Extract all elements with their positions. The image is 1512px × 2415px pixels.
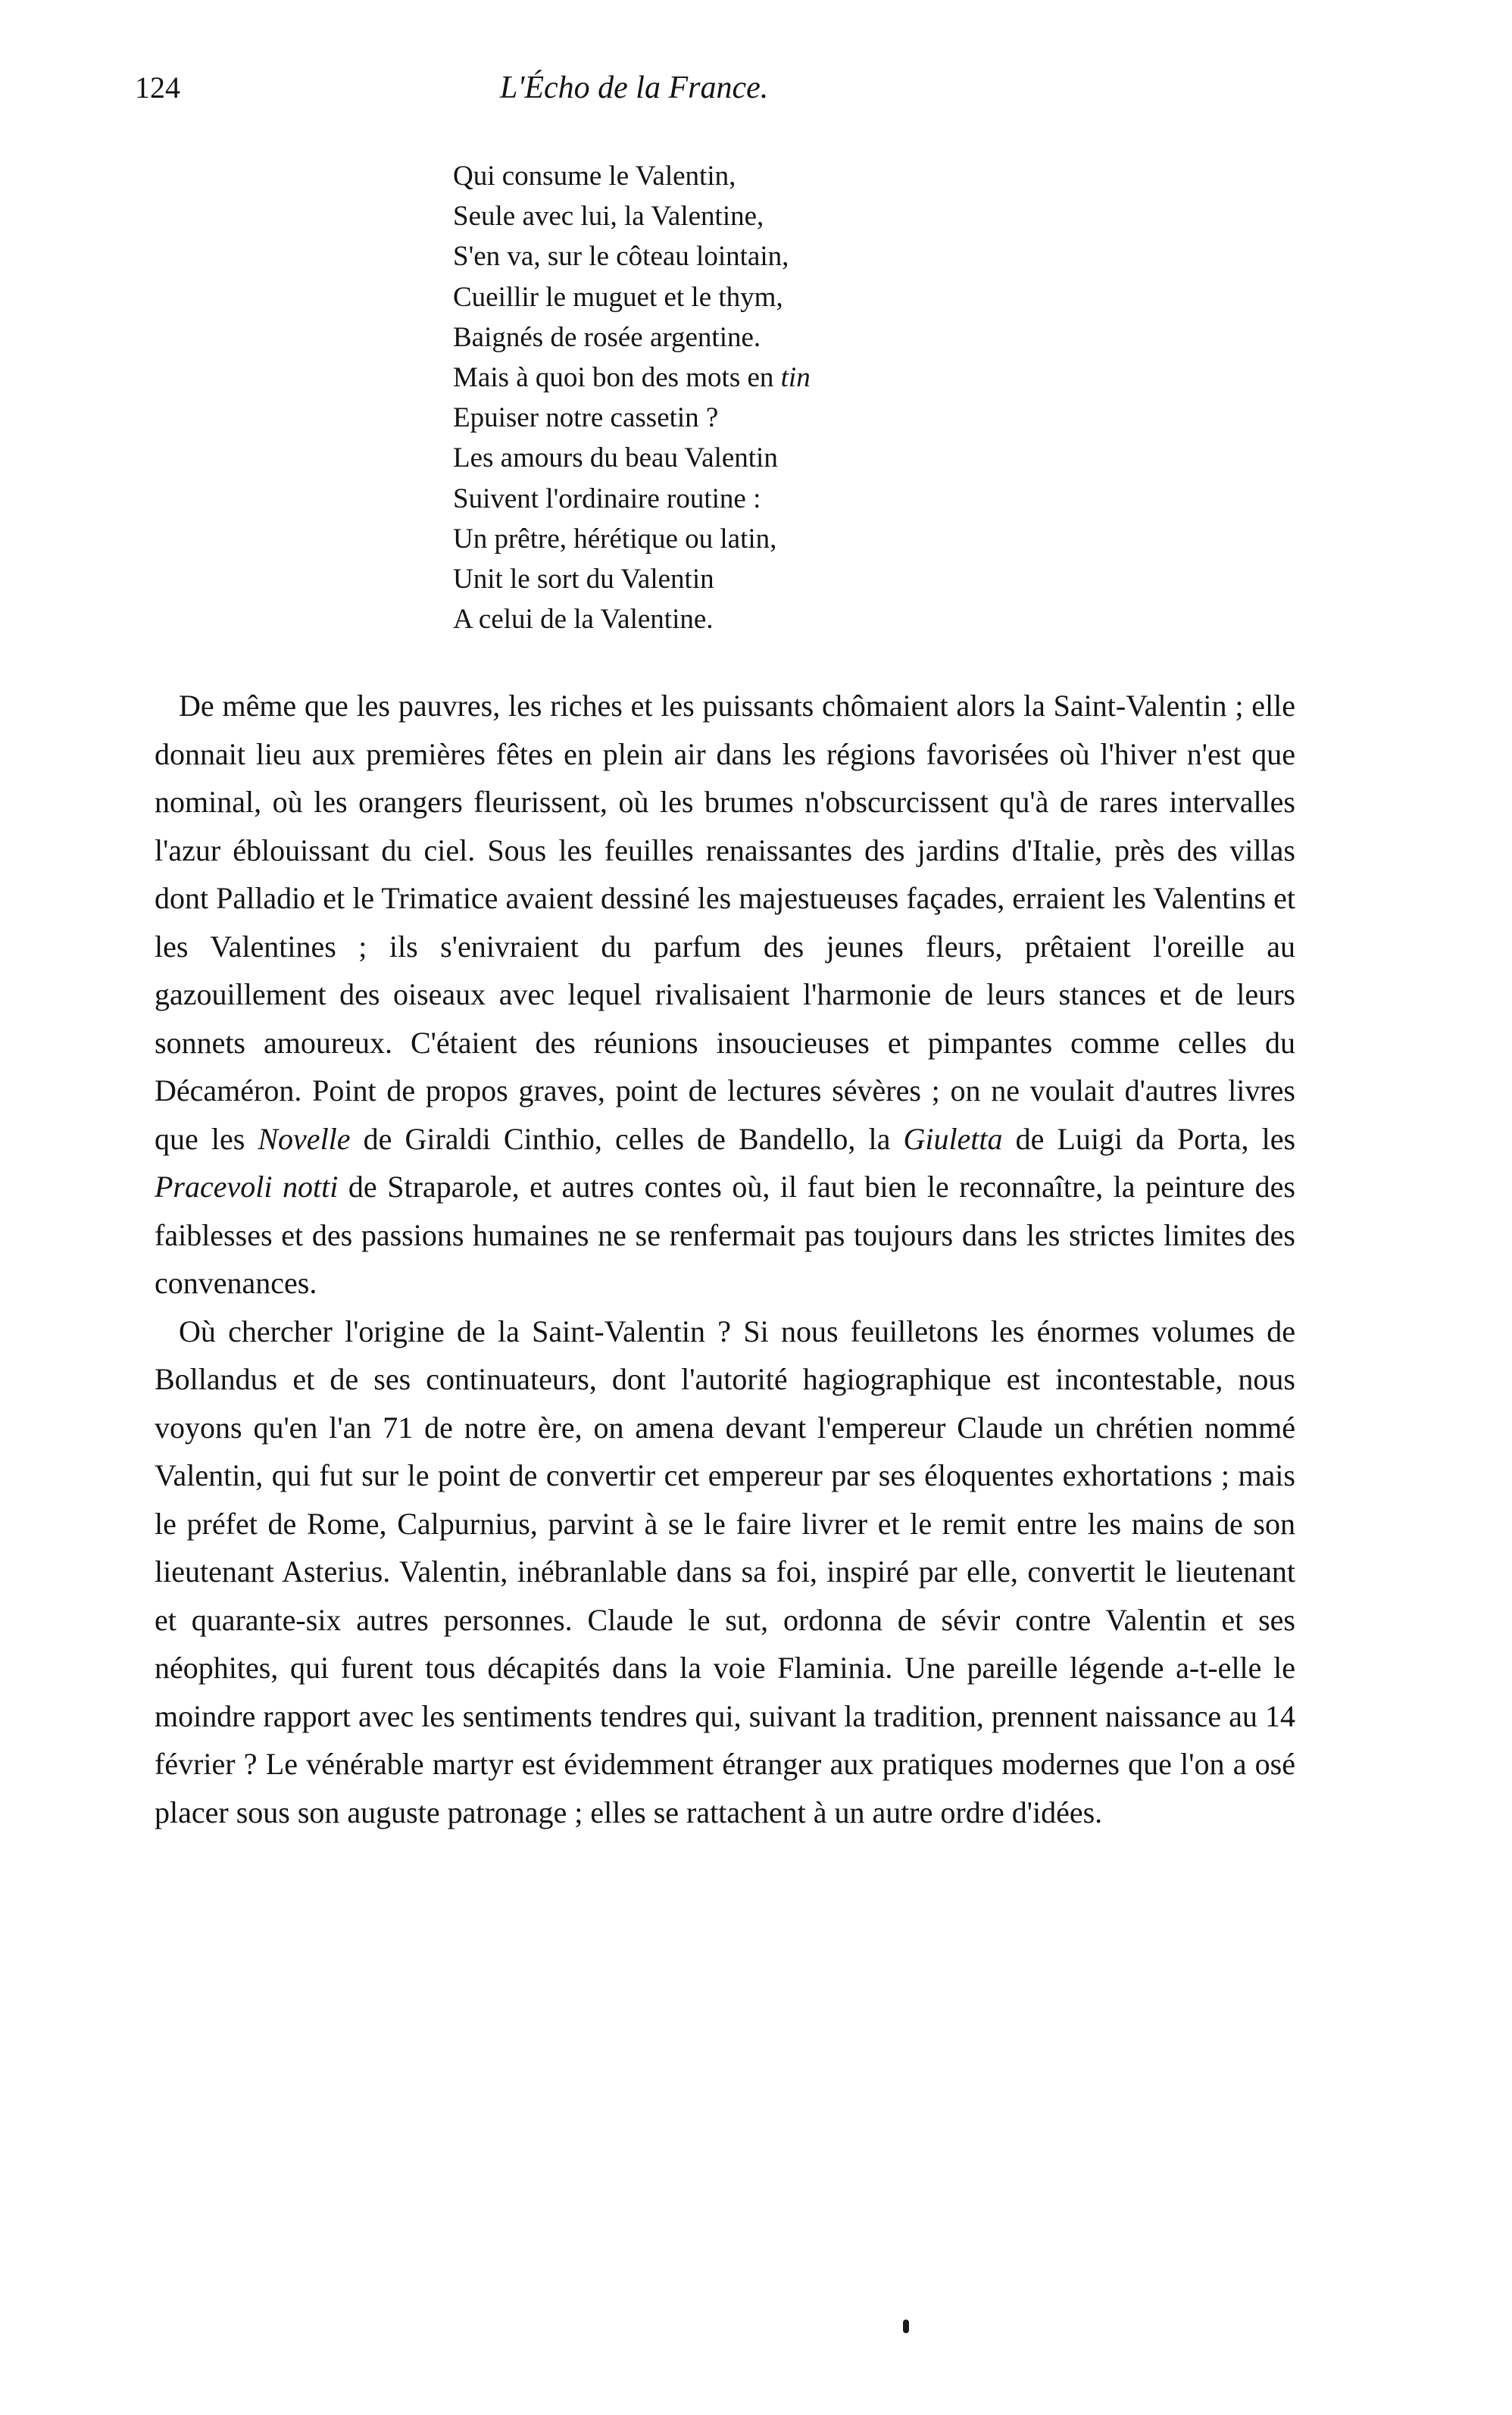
verse-line: Les amours du beau Valentin: [453, 442, 778, 474]
poem-verse: [453, 156, 811, 639]
paragraph-1-text: de Straparole, et autres contes où, il faut bien le reconnaître, la peinture des faiblesses et des passions humaines ne se renfermait pas toujours dans les strictes limites des convenances.: [155, 1170, 1295, 1300]
title-pracevoli-notti: Pracevoli notti: [155, 1170, 339, 1204]
paragraph-1-text: de Luigi da Porta, les: [1015, 1121, 1296, 1156]
verse-line: S'en va, sur le côteau lointain,: [453, 241, 789, 273]
verse-line: [453, 358, 811, 398]
verse-line: Baignés de rosée argentine.: [453, 321, 761, 353]
verse-line: A celui de la Valentine.: [453, 604, 714, 636]
paragraph-1-text: de Giraldi Cinthio, celles de Bandello, la: [363, 1121, 891, 1156]
body-text: [155, 682, 1295, 1836]
title-giuletta: Giuletta: [903, 1121, 1003, 1156]
verse-line: Suivent l'ordinaire routine :: [453, 483, 761, 514]
paragraph-1-text: De même que les pauvres, les riches et les puissants chômaient alors la Saint-Valentin ; elle donnait lieu aux premières fêtes en plein air dans les régions favorisées où l'hiver n'est que nominal, où les orangers fleurissent, où les brumes n'obscurcissent qu'à de rares intervalles l'azur éblouissant du ciel. Sous les feuilles renaissantes des jardins d'Italie, près des villas dont Palladio et le Trimatice avaient dessiné les majestueuses façades, erraient les Valentins et les Valentines ; ils s'enivraient du parfum des jeunes fleurs, prêtaient l'oreille au gazouillement des oiseaux avec lequel rivalisaient l'harmonie de leurs stances et de leurs sonnets amoureux. C'étaient des réunions insoucieuses et pimpantes comme celles du Décaméron. Point de propos graves, point de lectures sévères ; on ne voulait d'autres livres que les: [155, 689, 1295, 1156]
paragraph-2: Où chercher l'origine de la Saint-Valentin ? Si nous feuilletons les énormes volumes de Bollandus et de ses continuateurs, dont l'autorité hagiographique est incontestable, nous voyons qu'en l'an 71 de notre ère, on amena devant l'empereur Claude un chrétien nommé Valentin, qui fut sur le point de convertir cet empereur par ses éloquentes exhortations ; mais le préfet de Rome, Calpurnius, parvint à se le faire livrer et le remit entre les mains de son lieutenant Asterius. Valentin, inébranlable dans sa foi, inspiré par elle, convertit le lieutenant et quarante-six autres personnes. Claude le sut, ordonna de sévir contre Valentin et ses néophites, qui furent tous décapités dans la voie Flaminia. Une pareille légende a-t-elle le moindre rapport avec les sentiments tendres qui, suivant la tradition, prennent naissance au 14 février ? Le vénérable martyr est évidemment étranger aux pratiques modernes que l'on a osé placer sous son auguste patronage ; elles se rattachent à un autre ordre d'idées.: [155, 1314, 1295, 1829]
ink-mark: [903, 2320, 909, 2333]
title-novelle: Novelle: [258, 1121, 351, 1156]
page-number: 124: [135, 70, 180, 105]
verse-line-text: Mais à quoi bon des mots en: [453, 362, 774, 394]
verse-line: Epuiser notre cassetin ?: [453, 402, 719, 434]
verse-line: Seule avec lui, la Valentine,: [453, 201, 764, 233]
verse-line: Qui consume le Valentin,: [453, 161, 736, 192]
verse-line: Cueillir le muguet et le thym,: [453, 281, 783, 313]
verse-line: Un prêtre, hérétique ou latin,: [453, 523, 777, 555]
verse-italic-word: tin: [780, 362, 811, 394]
verse-line: Unit le sort du Valentin: [453, 564, 714, 595]
paragraph-1: [155, 682, 1295, 1307]
running-title: L'Écho de la France.: [500, 70, 769, 105]
